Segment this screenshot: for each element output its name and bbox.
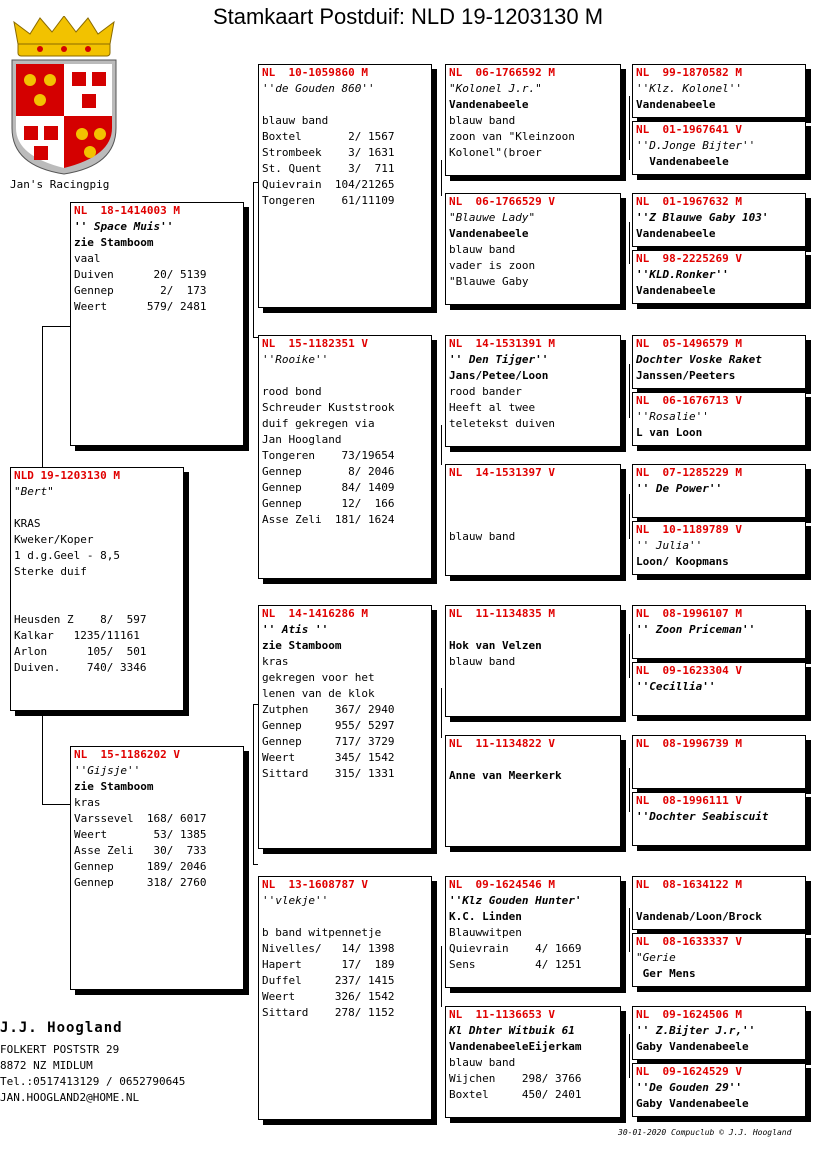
connector <box>253 864 258 865</box>
pedigree-card-ff[interactable] <box>258 64 432 308</box>
bird-info-line: Jan Hoogland <box>262 433 342 446</box>
bird-info-line: Kalkar 1235/11161 <box>14 629 140 642</box>
connector <box>629 494 630 539</box>
ring-number: NL 01-1967632 M <box>636 195 742 208</box>
bird-info-line: Gaby Vandenabeele <box>636 1097 749 1110</box>
ring-number: NL 06-1766592 M <box>449 66 555 79</box>
bird-info-line: Gennep 12/ 166 <box>262 497 395 510</box>
pedigree-card-g13[interactable] <box>632 876 806 930</box>
pedigree-card-main[interactable] <box>10 467 184 711</box>
bird-info-line: Hok van Velzen <box>449 639 542 652</box>
coat-of-arms-icon <box>10 16 118 176</box>
bird-info-line: kras <box>262 655 289 668</box>
owner-phone: Tel.:0517413129 / 0652790645 <box>0 1075 186 1088</box>
bird-name: '' Julia'' <box>636 539 703 552</box>
bird-info-line: Boxtel 2/ 1567 <box>262 130 395 143</box>
ring-number: NL 08-1996107 M <box>636 607 742 620</box>
pedigree-card-fm[interactable] <box>258 335 432 579</box>
ring-number: NL 08-1634122 M <box>636 878 742 891</box>
bird-info-line: zie Stamboom <box>262 639 342 652</box>
bird-info-line: Asse Zeli 30/ 733 <box>74 844 207 857</box>
bird-info-line: Vandenab/Loon/Brock <box>636 910 762 923</box>
connector <box>629 222 630 264</box>
bird-info-line: Vandenabeele <box>636 284 716 297</box>
bird-info-line: Blauwwitpen <box>449 926 522 939</box>
bird-info-line: b band witpennetje <box>262 926 382 939</box>
bird-info-line: Jans/Petee/Loon <box>449 369 549 382</box>
pedigree-card-g14[interactable] <box>632 933 806 987</box>
connector <box>42 326 71 327</box>
bird-info-line: Weert 53/ 1385 <box>74 828 207 841</box>
bird-name: ''Cecillia'' <box>636 680 716 693</box>
bird-info-line: Gennep 318/ 2760 <box>74 876 207 889</box>
bird-info-line: Sittard 315/ 1331 <box>262 767 395 780</box>
pedigree-card-mff[interactable] <box>445 605 621 717</box>
bird-info-line: Gennep 84/ 1409 <box>262 481 395 494</box>
bird-name: ''de Gouden 860'' <box>262 82 375 95</box>
bird-info-line: Gaby Vandenabeele <box>636 1040 749 1053</box>
bird-name: ''vlekje'' <box>262 894 329 907</box>
connector <box>629 908 630 952</box>
bird-info-line: Sterke duif <box>14 565 87 578</box>
pedigree-card-g10[interactable] <box>632 662 806 716</box>
bird-info-line: blauw band <box>449 1056 516 1069</box>
pedigree-card-g7[interactable] <box>632 464 806 518</box>
pedigree-card-g15[interactable] <box>632 1006 806 1060</box>
bird-name: ''Rosalie'' <box>636 410 709 423</box>
bird-info-line: Arlon 105/ 501 <box>14 645 147 658</box>
bird-info-line: zoon van "Kleinzoon <box>449 130 575 143</box>
bird-info-line: blauw band <box>449 243 516 256</box>
bird-info-line: "Blauwe Gaby <box>449 275 529 288</box>
bird-info-line: VandenabeeleEijerkam <box>449 1040 582 1053</box>
bird-info-line: Anne van Meerkerk <box>449 769 562 782</box>
bird-info-line: K.C. Linden <box>449 910 522 923</box>
ring-number: NL 11-1136653 V <box>449 1008 555 1021</box>
bird-info-line: kras <box>74 796 101 809</box>
bird-info-line: Duiven. 740/ 3346 <box>14 661 147 674</box>
bird-info-line: Zutphen 367/ 2940 <box>262 703 395 716</box>
loft-name: Jan's Racingpig <box>10 178 110 191</box>
bird-info-line: vader is zoon <box>449 259 536 272</box>
pedigree-card-fff[interactable] <box>445 64 621 176</box>
pedigree-card-fmm[interactable] <box>445 464 621 576</box>
connector <box>253 704 254 864</box>
bird-name: "Gerie <box>636 951 676 964</box>
bird-info-line: Weert 345/ 1542 <box>262 751 395 764</box>
bird-name: ''Rooike'' <box>262 353 329 366</box>
bird-info-line: Duffel 237/ 1415 <box>262 974 395 987</box>
bird-info-line: zie Stamboom <box>74 236 154 249</box>
pedigree-card-mmf[interactable] <box>445 876 621 988</box>
bird-info-line <box>259 368 431 384</box>
pedigree-card-g5[interactable] <box>632 335 806 389</box>
bird-info-line: Duiven 20/ 5139 <box>74 268 207 281</box>
bird-info-line <box>446 752 620 768</box>
pedigree-card-g12[interactable] <box>632 792 806 846</box>
bird-info-line: Tongeren 61/11109 <box>262 194 395 207</box>
ring-number: NL 05-1496579 M <box>636 337 742 350</box>
owner-address-line: 8872 NZ MIDLUM <box>0 1059 93 1072</box>
bird-name: ''Klz. Kolonel'' <box>636 82 742 95</box>
bird-info-line: St. Quent 3/ 711 <box>262 162 395 175</box>
ring-number: NL 09-1623304 V <box>636 664 742 677</box>
bird-name: "Kolonel J.r." <box>449 82 542 95</box>
page-title: Stamkaart Postduif: NLD 19-1203130 M <box>212 4 604 29</box>
bird-info-line: Gennep 2/ 173 <box>74 284 207 297</box>
bird-info-line: Weert 579/ 2481 <box>74 300 207 313</box>
ring-number: NL 10-1059860 M <box>262 66 368 79</box>
bird-info-line: Sittard 278/ 1152 <box>262 1006 395 1019</box>
ring-number: NL 14-1531397 V <box>449 466 555 479</box>
bird-info-line: rood bond <box>262 385 322 398</box>
pedigree-card-mfm[interactable] <box>445 735 621 847</box>
ring-number: NL 08-1633337 V <box>636 935 742 948</box>
bird-info-line: Vandenabeele <box>636 155 729 168</box>
bird-info-line <box>11 580 183 596</box>
ring-number: NL 06-1676713 V <box>636 394 742 407</box>
bird-info-line: Varssevel 168/ 6017 <box>74 812 207 825</box>
ring-number: NL 98-2225269 V <box>636 252 742 265</box>
bird-info-line: Quievrain 4/ 1669 <box>449 942 582 955</box>
connector <box>629 364 630 418</box>
bird-info-line: Gennep 8/ 2046 <box>262 465 395 478</box>
bird-info-line: Boxtel 450/ 2401 <box>449 1088 582 1101</box>
bird-info-line: Vandenabeele <box>449 98 529 111</box>
connector <box>629 1034 630 1078</box>
bird-info-line: vaal <box>74 252 101 265</box>
bird-info-line: Gennep 189/ 2046 <box>74 860 207 873</box>
ring-number: NL 18-1414003 M <box>74 204 180 217</box>
connector <box>441 425 442 465</box>
connector <box>441 688 442 738</box>
bird-name: '' Z.Bijter J.r,'' <box>636 1024 756 1037</box>
bird-name: ''D.Jonge Bijter'' <box>636 139 756 152</box>
connector <box>629 96 630 160</box>
bird-info-line: teletekst duiven <box>449 417 555 430</box>
bird-info-line: Kweker/Koper <box>14 533 94 546</box>
bird-info-line: Tongeren 73/19654 <box>262 449 395 462</box>
bird-info-line <box>633 893 805 909</box>
pedigree-card-g6[interactable] <box>632 392 806 446</box>
connector <box>42 326 43 469</box>
ring-number: NL 09-1624506 M <box>636 1008 742 1021</box>
bird-info-line: Kolonel"(broer <box>449 146 542 159</box>
ring-number: NL 11-1134835 M <box>449 607 555 620</box>
owner-address-line: FOLKERT POSTSTR 29 <box>0 1043 120 1056</box>
bird-info-line: KRAS <box>14 517 41 530</box>
bird-info-line: Asse Zeli 181/ 1624 <box>262 513 395 526</box>
pedigree-card-g1[interactable] <box>632 64 806 118</box>
bird-info-line <box>446 622 620 638</box>
ring-number: NL 09-1624546 M <box>449 878 555 891</box>
pedigree-card-g2[interactable] <box>632 121 806 175</box>
pedigree-card-g4[interactable] <box>632 250 806 304</box>
bird-info-line: Sens 4/ 1251 <box>449 958 582 971</box>
bird-name: '' Atis '' <box>262 623 329 636</box>
bird-info-line: Loon/ Koopmans <box>636 555 729 568</box>
bird-info-line: Ger Mens <box>636 967 696 980</box>
bird-name: ''De Gouden 29'' <box>636 1081 742 1094</box>
owner-block <box>0 1020 185 1106</box>
bird-info-line: Wijchen 298/ 3766 <box>449 1072 582 1085</box>
pedigree-card-mf[interactable] <box>258 605 432 849</box>
bird-info-line: L van Loon <box>636 426 703 439</box>
bird-name: "Blauwe Lady" <box>449 211 536 224</box>
bird-name: '' Zoon Priceman'' <box>636 623 756 636</box>
ring-number: NL 99-1870582 M <box>636 66 742 79</box>
bird-info-line: Nivelles/ 14/ 1398 <box>262 942 395 955</box>
bird-info-line <box>259 97 431 113</box>
bird-info-line: Vandenabeele <box>636 98 716 111</box>
ring-number: NL 15-1182351 V <box>262 337 368 350</box>
bird-name: ''KLD.Ronker'' <box>636 268 729 281</box>
ring-number: NL 08-1996739 M <box>636 737 742 750</box>
bird-info-line: lenen van de klok <box>262 687 375 700</box>
bird-info-line: blauw band <box>449 655 516 668</box>
owner-email: JAN.HOOGLAND2@HOME.NL <box>0 1091 140 1104</box>
ring-number: NL 14-1531391 M <box>449 337 555 350</box>
bird-info-line: Heeft al twee <box>449 401 536 414</box>
pedigree-card-g9[interactable] <box>632 605 806 659</box>
ring-number: NL 01-1967641 V <box>636 123 742 136</box>
bird-name: '' De Power'' <box>636 482 723 495</box>
connector <box>42 712 43 804</box>
bird-info-line: Vandenabeele <box>636 227 716 240</box>
bird-info-line: Strombeek 3/ 1631 <box>262 146 395 159</box>
connector <box>441 160 442 196</box>
bird-info-line: blauw band <box>262 114 329 127</box>
pedigree-card-g11[interactable] <box>632 735 806 789</box>
bird-info-line: 1 d.g.Geel - 8,5 <box>14 549 120 562</box>
pedigree-card-g3[interactable] <box>632 193 806 247</box>
bird-info-line: rood bander <box>449 385 522 398</box>
bird-info-line: Heusden Z 8/ 597 <box>14 613 147 626</box>
bird-name: Dochter Voske Raket <box>636 353 762 366</box>
connector <box>629 634 630 678</box>
connector <box>629 768 630 812</box>
bird-name: Kl Dhter Witbuik 61 <box>449 1024 575 1037</box>
ring-number: NL 06-1766529 V <box>449 195 555 208</box>
bird-info-line <box>446 513 620 529</box>
bird-info-line: Gennep 717/ 3729 <box>262 735 395 748</box>
connector <box>441 946 442 1007</box>
pedigree-card-g16[interactable] <box>632 1063 806 1117</box>
bird-name: ''Gijsje'' <box>74 764 141 777</box>
bird-info-line: Weert 326/ 1542 <box>262 990 395 1003</box>
ring-number: NL 13-1608787 V <box>262 878 368 891</box>
bird-name: '' Space Muis'' <box>74 220 174 233</box>
connector <box>253 182 254 337</box>
footer-credit: 30-01-2020 Compuclub © J.J. Hoogland <box>618 1128 792 1137</box>
bird-info-line: gekregen voor het <box>262 671 375 684</box>
ring-number: NL 09-1624529 V <box>636 1065 742 1078</box>
ring-number: NL 08-1996111 V <box>636 794 742 807</box>
ring-number: NL 11-1134822 V <box>449 737 555 750</box>
bird-name: ''Dochter Seabiscuit <box>636 810 769 823</box>
pedigree-card-g8[interactable] <box>632 521 806 575</box>
ring-number: NLD 19-1203130 M <box>14 469 120 482</box>
bird-info-line: blauw band <box>449 114 516 127</box>
owner-name: J.J. Hoogland <box>0 1020 123 1036</box>
bird-name: ''Klz Gouden Hunter' <box>449 894 582 907</box>
bird-name: "Bert" <box>14 485 54 498</box>
bird-name: ''Z Blauwe Gaby 103' <box>636 211 769 224</box>
bird-info-line: Hapert 17/ 189 <box>262 958 395 971</box>
bird-info-line <box>446 497 620 513</box>
bird-info-line: blauw band <box>449 530 516 543</box>
bird-info-line: Quievrain 104/21265 <box>262 178 395 191</box>
ring-number: NL 14-1416286 M <box>262 607 368 620</box>
bird-info-line: zie Stamboom <box>74 780 154 793</box>
bird-info-line: duif gekregen via <box>262 417 375 430</box>
pedigree-card-mmm[interactable] <box>445 1006 621 1118</box>
bird-info-line: Vandenabeele <box>449 227 529 240</box>
pedigree-card-fmf[interactable] <box>445 335 621 447</box>
bird-info-line: Schreuder Kuststrook <box>262 401 395 414</box>
pedigree-card-father[interactable] <box>70 202 244 446</box>
bird-info-line <box>11 596 183 612</box>
bird-name: '' Den Tijger'' <box>449 353 549 366</box>
pedigree-card-ffm[interactable] <box>445 193 621 305</box>
ring-number: NL 10-1189789 V <box>636 523 742 536</box>
bird-info-line <box>259 909 431 925</box>
bird-info-line: Janssen/Peeters <box>636 369 736 382</box>
bird-info-line <box>446 481 620 497</box>
connector <box>42 804 71 805</box>
pedigree-card-mm[interactable] <box>258 876 432 1120</box>
ring-number: NL 07-1285229 M <box>636 466 742 479</box>
bird-info-line: Gennep 955/ 5297 <box>262 719 395 732</box>
ring-number: NL 15-1186202 V <box>74 748 180 761</box>
bird-info-line <box>11 500 183 516</box>
pedigree-card-mother[interactable] <box>70 746 244 990</box>
